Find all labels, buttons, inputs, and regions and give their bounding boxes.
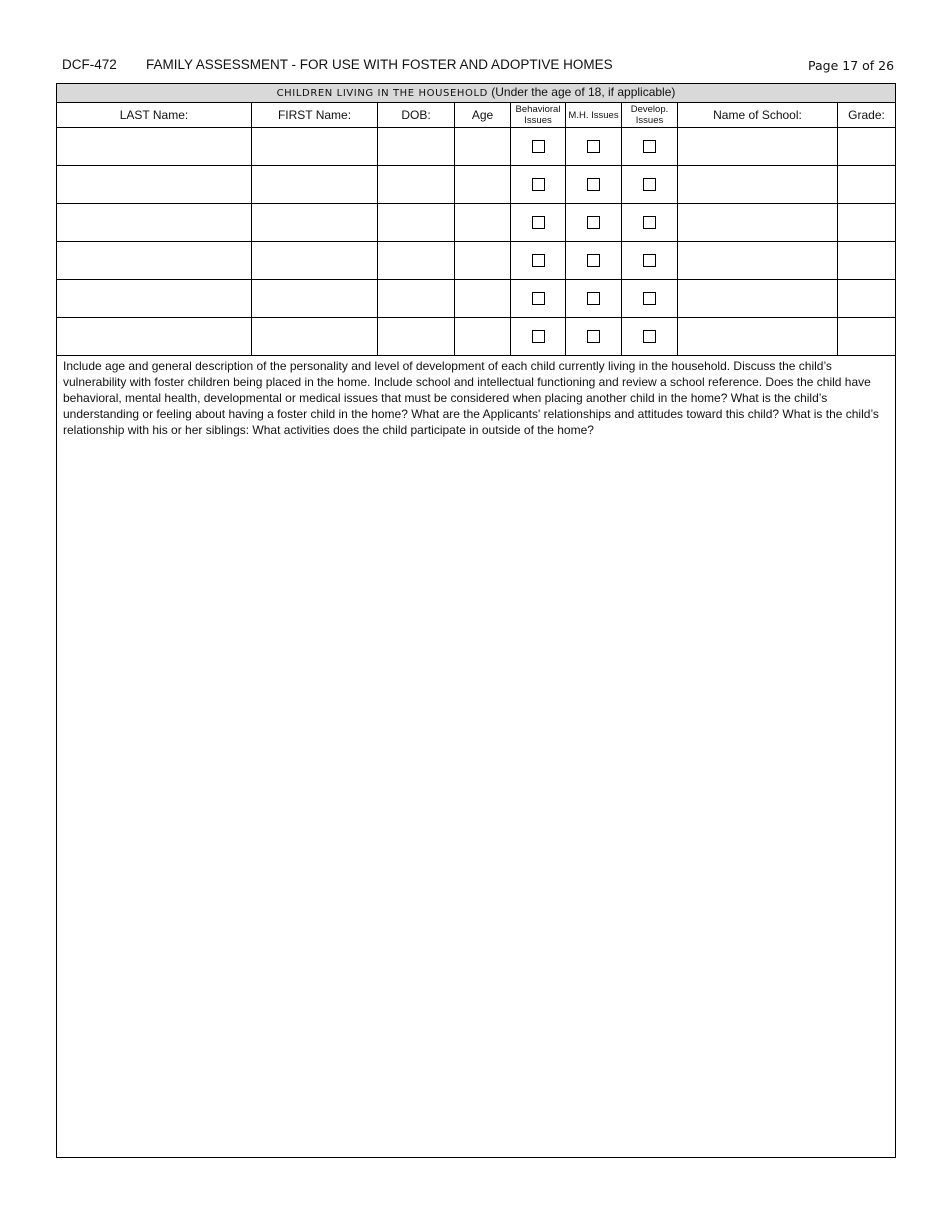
mh-issues-cell xyxy=(566,242,622,280)
school-name-field[interactable] xyxy=(678,318,838,356)
behavioral-issues-checkbox[interactable] xyxy=(532,254,545,267)
dob-field[interactable] xyxy=(378,204,455,242)
child-row xyxy=(57,128,896,166)
col-header-develop xyxy=(622,103,678,128)
develop-line1: Develop. xyxy=(630,104,669,115)
age-field[interactable] xyxy=(455,204,511,242)
behavioral-line1: Behavioral xyxy=(515,104,561,115)
behavioral-issues-checkbox[interactable] xyxy=(532,216,545,229)
dob-field[interactable] xyxy=(378,280,455,318)
dob-field[interactable] xyxy=(378,242,455,280)
description-row xyxy=(57,356,896,1158)
section-note: (Under the age of 18, if applicable) xyxy=(487,85,676,99)
mh-issues-cell xyxy=(566,318,622,356)
last-name-field[interactable] xyxy=(57,166,252,204)
last-name-field[interactable] xyxy=(57,242,252,280)
develop-issues-cell xyxy=(622,318,678,356)
mh-issues-cell xyxy=(566,128,622,166)
dob-field[interactable] xyxy=(378,128,455,166)
behavioral-issues-cell xyxy=(511,204,566,242)
child-row xyxy=(57,318,896,356)
develop-issues-cell xyxy=(622,242,678,280)
last-name-field[interactable] xyxy=(57,128,252,166)
description-cell[interactable] xyxy=(57,356,896,1158)
grade-field[interactable] xyxy=(838,280,896,318)
school-name-field[interactable] xyxy=(678,242,838,280)
section-header-row xyxy=(57,84,896,103)
first-name-field[interactable] xyxy=(252,128,378,166)
first-name-field[interactable] xyxy=(252,242,378,280)
first-name-field[interactable] xyxy=(252,204,378,242)
col-header-age: Age xyxy=(455,103,511,128)
first-name-field[interactable] xyxy=(252,166,378,204)
children-household-table xyxy=(56,83,896,1158)
develop-issues-cell xyxy=(622,128,678,166)
behavioral-issues-cell xyxy=(511,128,566,166)
develop-issues-checkbox[interactable] xyxy=(643,216,656,229)
child-row xyxy=(57,204,896,242)
behavioral-line2: Issues xyxy=(524,115,552,126)
behavioral-issues-checkbox[interactable] xyxy=(532,178,545,191)
school-name-field[interactable] xyxy=(678,166,838,204)
school-name-field[interactable] xyxy=(678,280,838,318)
behavioral-issues-checkbox[interactable] xyxy=(532,292,545,305)
last-name-field[interactable] xyxy=(57,204,252,242)
mh-issues-checkbox[interactable] xyxy=(587,254,600,267)
behavioral-issues-cell xyxy=(511,242,566,280)
develop-issues-checkbox[interactable] xyxy=(643,178,656,191)
develop-issues-checkbox[interactable] xyxy=(643,140,656,153)
section-label: CHILDREN LIVING IN THE HOUSEHOLD xyxy=(276,88,488,99)
develop-issues-cell xyxy=(622,204,678,242)
mh-issues-checkbox[interactable] xyxy=(587,292,600,305)
age-field[interactable] xyxy=(455,318,511,356)
mh-issues-checkbox[interactable] xyxy=(587,216,600,229)
col-header-school: Name of School: xyxy=(678,103,838,128)
col-header-last-name: LAST Name: xyxy=(57,103,252,128)
age-field[interactable] xyxy=(455,280,511,318)
form-number: DCF-472 xyxy=(62,57,117,72)
behavioral-issues-checkbox[interactable] xyxy=(532,330,545,343)
grade-field[interactable] xyxy=(838,166,896,204)
develop-issues-checkbox[interactable] xyxy=(643,292,656,305)
age-field[interactable] xyxy=(455,166,511,204)
last-name-field[interactable] xyxy=(57,318,252,356)
age-field[interactable] xyxy=(455,128,511,166)
col-header-first-name: FIRST Name: xyxy=(252,103,378,128)
mh-issues-checkbox[interactable] xyxy=(587,140,600,153)
child-row xyxy=(57,242,896,280)
school-name-field[interactable] xyxy=(678,128,838,166)
description-prompt: Include age and general description of the personality and level of development of each child currently living in the household. Discuss the child’s vulnerability with foster children being placed in the home. Include school and intellectual functioning and review a school reference. Does the child have behavioral, mental health, developmental or medical issues that must be considered when placing another child in the home? What is the child’s understanding or feeling about having a foster child in the home? What are the Applicants' relationships and attitudes toward this child? What is the child’s relationship with his or her siblings: What activities does the child participate in outside of the home? xyxy=(63,359,879,437)
behavioral-issues-cell xyxy=(511,280,566,318)
age-field[interactable] xyxy=(455,242,511,280)
child-row xyxy=(57,280,896,318)
dob-field[interactable] xyxy=(378,166,455,204)
first-name-field[interactable] xyxy=(252,280,378,318)
section-header xyxy=(57,84,896,103)
behavioral-issues-cell xyxy=(511,318,566,356)
develop-line2: Issues xyxy=(635,115,664,126)
col-header-grade: Grade: xyxy=(838,103,896,128)
mh-issues-cell xyxy=(566,166,622,204)
grade-field[interactable] xyxy=(838,318,896,356)
grade-field[interactable] xyxy=(838,242,896,280)
last-name-field[interactable] xyxy=(57,280,252,318)
mh-issues-checkbox[interactable] xyxy=(587,178,600,191)
mh-issues-cell xyxy=(566,280,622,318)
column-header-row xyxy=(57,103,896,128)
develop-issues-cell xyxy=(622,280,678,318)
col-header-dob: DOB: xyxy=(378,103,455,128)
behavioral-issues-checkbox[interactable] xyxy=(532,140,545,153)
col-header-mh-issues: M.H. Issues xyxy=(566,103,622,128)
develop-issues-cell xyxy=(622,166,678,204)
col-header-behavioral xyxy=(511,103,566,128)
child-row xyxy=(57,166,896,204)
behavioral-issues-cell xyxy=(511,166,566,204)
description-response[interactable] xyxy=(57,438,895,440)
page-number: Page 17 of 26 xyxy=(808,58,895,73)
grade-field[interactable] xyxy=(838,204,896,242)
develop-issues-checkbox[interactable] xyxy=(643,254,656,267)
develop-issues-checkbox[interactable] xyxy=(643,330,656,343)
mh-issues-checkbox[interactable] xyxy=(587,330,600,343)
mh-issues-cell xyxy=(566,204,622,242)
first-name-field[interactable] xyxy=(252,318,378,356)
dob-field[interactable] xyxy=(378,318,455,356)
form-title: FAMILY ASSESSMENT - FOR USE WITH FOSTER AND ADOPTIVE HOMES xyxy=(146,57,613,72)
school-name-field[interactable] xyxy=(678,204,838,242)
grade-field[interactable] xyxy=(838,128,896,166)
